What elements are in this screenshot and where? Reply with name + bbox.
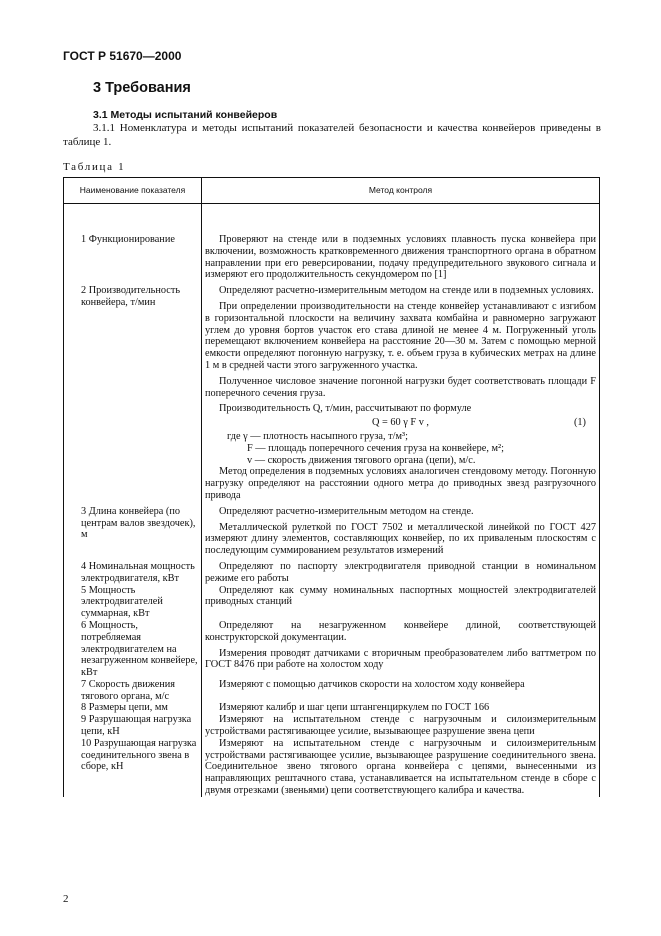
formula (205, 417, 596, 429)
row-method-cell (202, 204, 600, 286)
row-name-cell (64, 285, 202, 506)
row-method-cell (202, 285, 600, 506)
method-text: Измеряют на испытательном стенде с нагрузочным и силоизмерительным устройствами растягивающее усилие, вызывающее разрушение звена цепи (205, 714, 596, 738)
table-row (64, 620, 600, 679)
row-method-cell (202, 585, 600, 620)
intro-text: 3.1.1 Номенклатура и методы испытаний показателей безопасности и качества конвейеров приведены в таблице 1. (63, 122, 601, 148)
method-text: Измеряют с помощью датчиков скорости на холостом ходу конвейера (219, 678, 525, 690)
method-text: Определяют на незагруженном конвейере длиной, соответствующей конструкторской документации. (205, 619, 596, 643)
formula-number: (1) (573, 417, 586, 429)
row-name: 9 Разрушающая нагрузка цепи, кН (81, 714, 192, 738)
table-header-row (64, 178, 600, 204)
table-row (64, 285, 600, 506)
table-row (64, 585, 600, 620)
method-text: Полученное числовое значение погонной нагрузки будет соответствовать площади F поперечного сечения груза. (205, 375, 596, 399)
row-method-cell (202, 561, 600, 585)
table-row (64, 714, 600, 738)
method-text: Измерения проводят датчиками с вторичным преобразователем либо ваттметром по ГОСТ 8476 при работе на холостом ходу (205, 647, 596, 671)
method-text: Определяют расчетно-измерительным методом на стенде. (219, 505, 474, 517)
row-method-cell (202, 714, 600, 738)
row-name: 3 Длина конвейера (по центрам валов звездочек), м (81, 505, 196, 541)
row-name-cell (64, 679, 202, 703)
page-number: 2 (63, 893, 69, 905)
standard-header: ГОСТ Р 51670—2000 (63, 49, 182, 63)
intro-paragraph (63, 122, 601, 149)
row-name-cell (64, 714, 202, 738)
method-text: Метод определения в подземных условиях аналогичен стендовому методу. Погонную нагрузку определяют на расстоянии одного метра до приводных звезд разгрузочного привода (205, 466, 596, 501)
row-name-cell (64, 506, 202, 561)
formula-expression: Q = 60 γ F v , (372, 417, 429, 429)
row-name-cell (64, 585, 202, 620)
row-method-cell (202, 620, 600, 679)
subsection-title: 3.1 Методы испытаний конвейеров (93, 109, 278, 121)
row-name-cell (64, 702, 202, 714)
row-name: 5 Мощность электродвигателей суммарная, кВт (81, 584, 163, 620)
col-header-name: Наименование показателя (64, 178, 202, 204)
row-method-cell (202, 738, 600, 797)
method-text: Измеряют калибр и шаг цепи штангенциркулем по ГОСТ 166 (219, 702, 490, 714)
row-name-cell (64, 561, 202, 585)
row-name-cell (64, 738, 202, 797)
row-method-cell (202, 679, 600, 703)
table-row (64, 679, 600, 703)
row-name-cell (64, 204, 202, 286)
where-line: v — скорость движения тягового органа (цепи), м/с. (247, 454, 476, 466)
table-row (64, 738, 600, 797)
row-name: 4 Номинальная мощность электродвигателя, кВт (81, 560, 195, 584)
row-method-cell (202, 702, 600, 714)
table-row (64, 702, 600, 714)
method-text: Металлической рулеткой по ГОСТ 7502 и металлической линейкой по ГОСТ 427 измеряют длину элементов, составляющих конвейер, по их приваленым плоскостям с последующим суммированием результатов измерений (205, 521, 596, 557)
row-name: 2 Производительность конвейера, т/мин (81, 285, 181, 308)
row-name-cell (64, 620, 202, 679)
table-row (64, 506, 600, 561)
table-row (64, 204, 600, 286)
method-text: Определяют по паспорту электродвигателя приводной станции в номинальном режиме его работы (205, 560, 596, 584)
method-text: Определяют как сумму номинальных паспортных мощностей электродвигателей приводных станций (205, 584, 596, 608)
method-text: Проверяют на стенде или в подземных условиях плавность пуска конвейера при включении, возможность кратковременного движения транспортного органа в обратном направлении при его реверсировании, подачу предупредительного звукового сигнала и измеряют его продолжительность секундомером по [1] (205, 234, 596, 281)
row-name: 8 Размеры цепи, мм (81, 702, 168, 714)
row-method-cell (202, 506, 600, 561)
where-line: где γ — плотность насыпного груза, т/м³; (227, 430, 408, 442)
table-row (64, 561, 600, 585)
row-name: 7 Скорость движения тягового органа, м/с (81, 678, 176, 702)
section-title: 3 Требования (93, 80, 191, 96)
table-caption: Таблица 1 (63, 161, 126, 173)
col-header-method: Метод контроля (202, 178, 600, 204)
method-text: Определяют расчетно-измерительным методом на стенде или в подземных условиях. (219, 285, 594, 297)
method-text: Измеряют на испытательном стенде с нагрузочным и силоизмерительным устройствами растягивающее усилие, вызывающее разрушение соединительного звена. Соединительное звено тягового органа конвейера с цепями, вынесенными из направляющих рештачного става, устанавливается на испытательном стенде в сборе с двумя отрезками (звеньями) цепи соответствующего калибра и качества. (205, 737, 596, 797)
row-name: 1 Функционирование (81, 234, 175, 245)
method-text: При определении производительности на стенде конвейер устанавливают с изгибом в горизонтальной плоскости на величину захвата комбайна и равномерно загружают углем до уровня бортов участок его става длиной не менее 4 м. Погруженный уголь перемещают включением конвейера на расстояние 20—30 м. Затем с помощью мерной емкости определяют погонную нагрузку, т. е. объем груза в кубических метрах на длине 1 м в средней части этого загруженного участка. (205, 300, 596, 371)
method-text: Производительность Q, т/мин, рассчитывают по формуле (219, 403, 472, 415)
row-name: 10 Разрушающая нагрузка соединительного звена в сборе, кН (81, 737, 197, 773)
where-line: F — площадь поперечного сечения груза на конвейере, м²; (247, 442, 504, 454)
row-name: 6 Мощность, потребляемая электродвигателем на незагруженном конвейере, кВт (81, 619, 198, 679)
methods-table (63, 177, 600, 797)
